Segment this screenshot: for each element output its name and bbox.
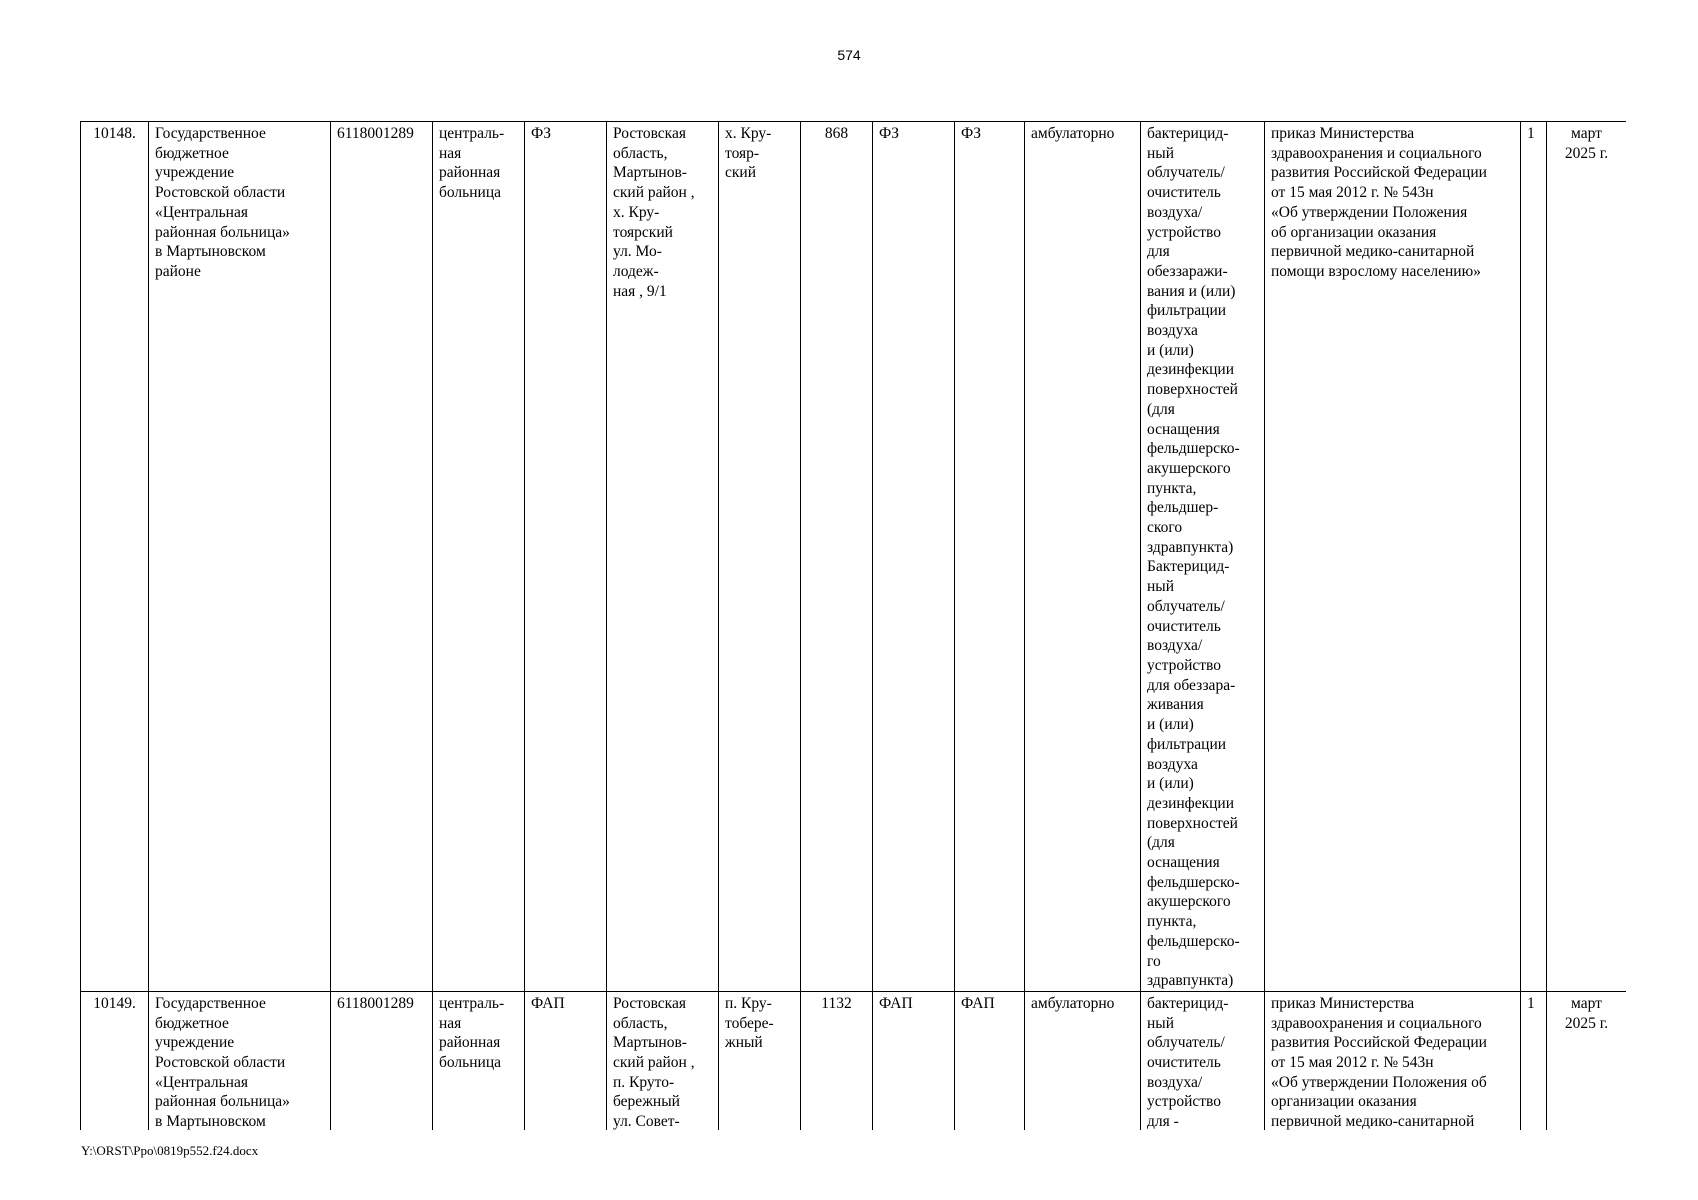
unit-type-3: ФАП	[955, 991, 1025, 1130]
document-table-wrapper	[80, 121, 1626, 1130]
table-row	[81, 122, 1627, 992]
inn-code: 6118001289	[331, 991, 433, 1130]
organization-name: Государственное бюджетное учреждение Ростовской области «Центральная районная больница» в Мартыновском районе	[149, 122, 331, 992]
inn-code: 6118001289	[331, 122, 433, 992]
equipment-table	[80, 121, 1626, 1130]
delivery-date: март 2025 г.	[1547, 991, 1627, 1130]
unit-type: ФАП	[525, 991, 607, 1130]
address: Ростовская область, Мартынов- ский район , х. Кру- тоярский ул. Мо- лодеж- ная , 9/1	[607, 122, 719, 992]
legal-basis: приказ Министерства здравоохранения и социального развития Российской Федерации от 15 мая 2012 г. № 543н «Об утверждении Положения об организации оказания первичной медико-санитарной	[1265, 991, 1521, 1130]
organization-type: централь- ная районная больница	[433, 122, 525, 992]
equipment-description: бактерицид- ный облучатель/ очиститель воздуха/ устройство для -	[1141, 991, 1265, 1130]
table-row	[81, 991, 1627, 1130]
organization-type: централь- ная районная больница	[433, 991, 525, 1130]
equipment-description: бактерицид- ный облучатель/ очиститель воздуха/ устройство для обеззаражи- вания и (или) фильтрации воздуха и (или) дезинфекции поверхностей (для оснащения фельдшерско- акушерского пункта, фельдшер- ского здравпункта) Бактерицид- ный облучатель/ очиститель воздуха/ устройство для обеззара- живания и (или) фильтрации воздуха и (или) дезинфекции поверхностей (для оснащения фельдшерско- акушерского пункта, фельдшерско- го здравпункта)	[1141, 122, 1265, 992]
page-number: 574	[837, 47, 861, 63]
population: 1132	[801, 991, 873, 1130]
unit-type-2: ФЗ	[873, 122, 955, 992]
quantity: 1	[1521, 122, 1547, 992]
footer-file-path: Y:\ORST\Ppo\0819p552.f24.docx	[81, 1143, 259, 1158]
legal-basis: приказ Министерства здравоохранения и социального развития Российской Федерации от 15 мая 2012 г. № 543н «Об утверждении Положения об организации оказания первичной медико-санитарной помощи взрослому населению»	[1265, 122, 1521, 992]
settlement: п. Кру- тобере- жный	[719, 991, 801, 1130]
address: Ростовская область, Мартынов- ский район , п. Круто- бережный ул. Совет-	[607, 991, 719, 1130]
care-conditions: амбулаторно	[1025, 991, 1141, 1130]
row-number: 10149.	[81, 991, 149, 1130]
delivery-date: март 2025 г.	[1547, 122, 1627, 992]
care-conditions: амбулаторно	[1025, 122, 1141, 992]
unit-type-2: ФАП	[873, 991, 955, 1130]
unit-type: ФЗ	[525, 122, 607, 992]
settlement: х. Кру- тояр- ский	[719, 122, 801, 992]
population: 868	[801, 122, 873, 992]
organization-name: Государственное бюджетное учреждение Ростовской области «Центральная районная больница» в Мартыновском	[149, 991, 331, 1130]
unit-type-3: ФЗ	[955, 122, 1025, 992]
row-number: 10148.	[81, 122, 149, 992]
quantity: 1	[1521, 991, 1547, 1130]
